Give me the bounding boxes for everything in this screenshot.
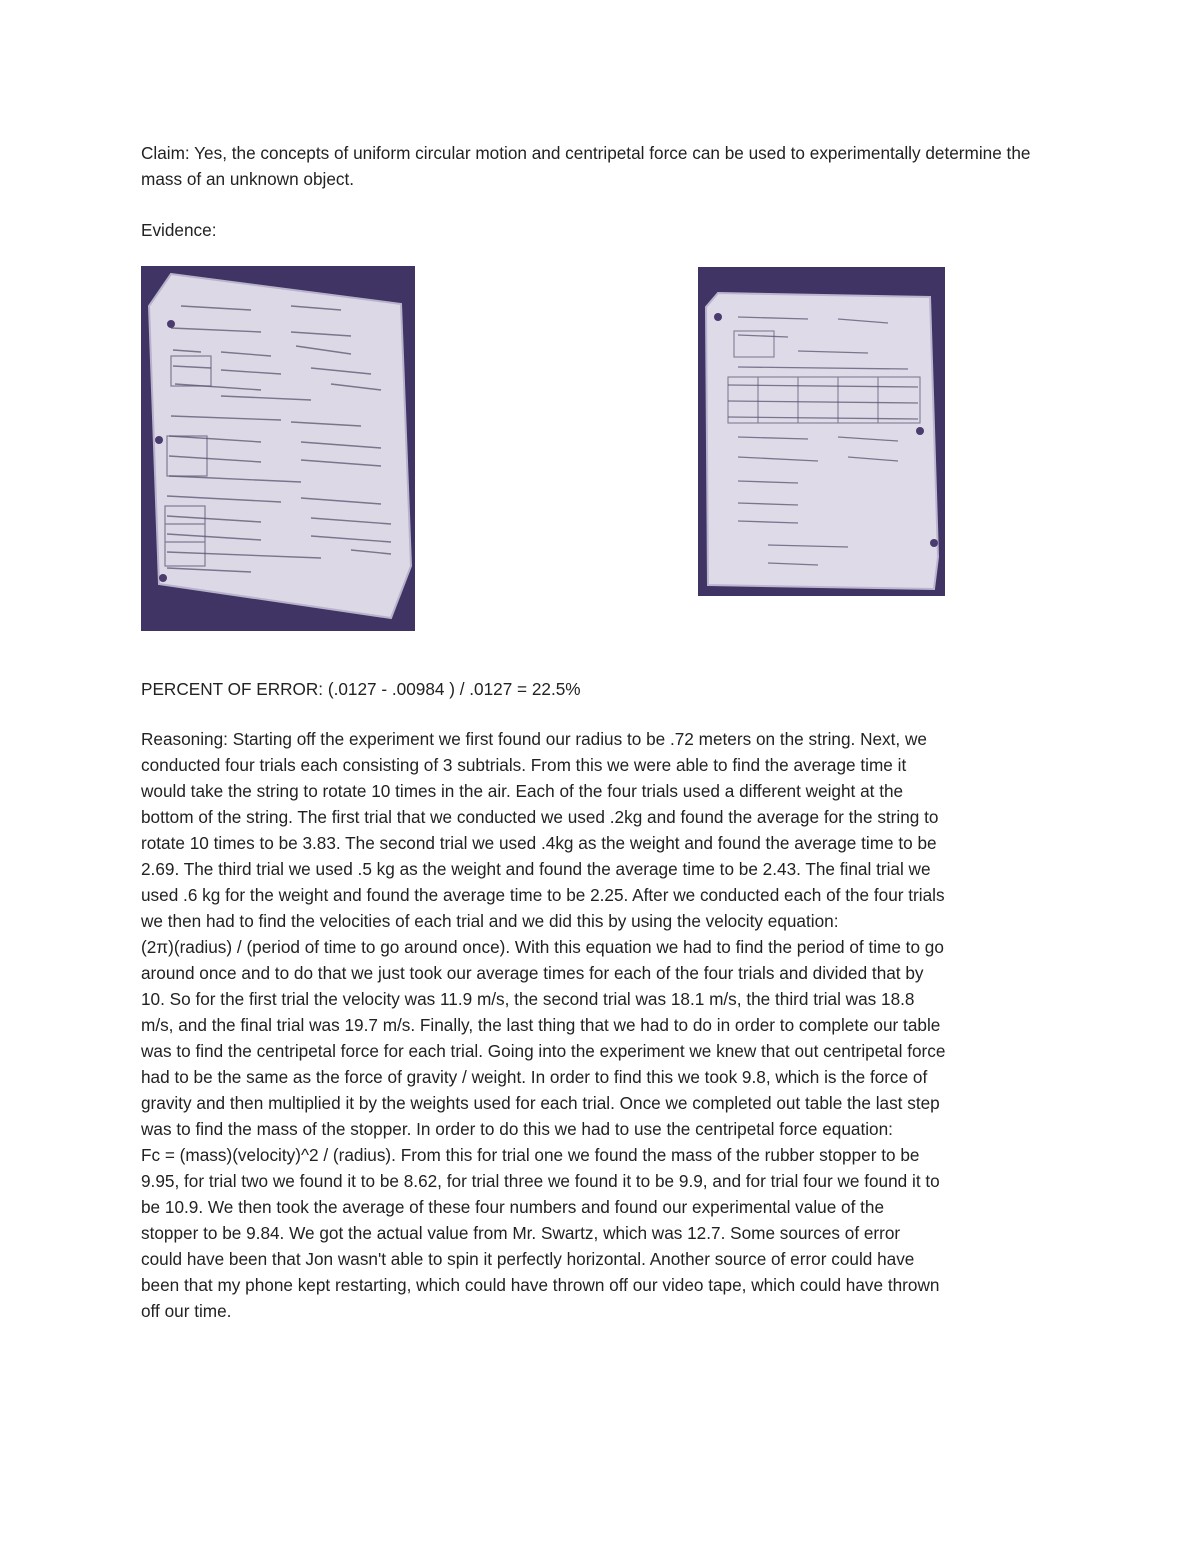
reasoning-line: gravity and then multiplied it by the weights used for each trial. Once we completed out table the last step [141, 1093, 940, 1113]
reasoning-line: been that my phone kept restarting, which could have thrown off our video tape, which could have thrown [141, 1275, 940, 1295]
reasoning-line: 9.95, for trial two we found it to be 8.62, for trial three we found it to be 9.9, and for trial four we found it to [141, 1171, 940, 1191]
reasoning-line: Reasoning: Starting off the experiment we first found our radius to be .72 meters on the string. Next, we [141, 729, 927, 749]
worksheet-photo-icon [698, 267, 945, 596]
reasoning-line: 10. So for the first trial the velocity was 11.9 m/s, the second trial was 18.1 m/s, the third trial was 18.8 [141, 989, 915, 1009]
reasoning-line: around once and to do that we just took our average times for each of the four trials and divided that by [141, 963, 924, 983]
reasoning-line: was to find the centripetal force for each trial. Going into the experiment we knew that out centripetal force [141, 1041, 946, 1061]
reasoning-line: was to find the mass of the stopper. In order to do this we had to use the centripetal force equation: [141, 1119, 893, 1139]
evidence-label: Evidence: [141, 220, 217, 240]
worksheet-photo-right [698, 267, 945, 596]
reasoning-line: used .6 kg for the weight and found the average time to be 2.25. After we conducted each of the four trials [141, 885, 945, 905]
reasoning-line: off our time. [141, 1301, 232, 1321]
reasoning-line: would take the string to rotate 10 times in the air. Each of the four trials used a different weight at the [141, 781, 904, 801]
worksheet-photo-left [141, 266, 415, 631]
reasoning-line: stopper to be 9.84. We got the actual value from Mr. Swartz, which was 12.7. Some sources of error [141, 1223, 901, 1243]
percent-error-line: PERCENT OF ERROR: (.0127 - .00984 ) / .0127 = 22.5% [141, 679, 581, 699]
reasoning-line: conducted four trials each consisting of 3 subtrials. From this we were able to find the average time it [141, 755, 907, 775]
reasoning-line: Fc = (mass)(velocity)^2 / (radius). From this for trial one we found the mass of the rubber stopper to be [141, 1145, 920, 1165]
reasoning-line: be 10.9. We then took the average of these four numbers and found our experimental value of the [141, 1197, 885, 1217]
reasoning-line: m/s, and the final trial was 19.7 m/s. Finally, the last thing that we had to do in order to complete our table [141, 1015, 941, 1035]
reasoning-paragraph [141, 726, 1061, 1324]
reasoning-line: (2π)(radius) / (period of time to go around once). With this equation we had to find the period of time to go [141, 937, 944, 957]
claim-paragraph: Claim: Yes, the concepts of uniform circular motion and centripetal force can be used to experimentally determine the mass of an unknown object. [141, 143, 1031, 189]
reasoning-line: 2.69. The third trial we used .5 kg as the weight and found the average time to be 2.43. The final trial we [141, 859, 931, 879]
reasoning-line: bottom of the string. The first trial that we conducted we used .2kg and found the average for the string to [141, 807, 939, 827]
worksheet-photo-icon [141, 266, 415, 631]
reasoning-line: had to be the same as the force of gravity / weight. In order to find this we took 9.8, which is the force of [141, 1067, 928, 1087]
reasoning-line: could have been that Jon wasn't able to spin it perfectly horizontal. Another source of error could have [141, 1249, 915, 1269]
reasoning-line: we then had to find the velocities of each trial and we did this by using the velocity equation: [141, 911, 839, 931]
reasoning-line: rotate 10 times to be 3.83. The second trial we used .4kg as the weight and found the average time to be [141, 833, 937, 853]
